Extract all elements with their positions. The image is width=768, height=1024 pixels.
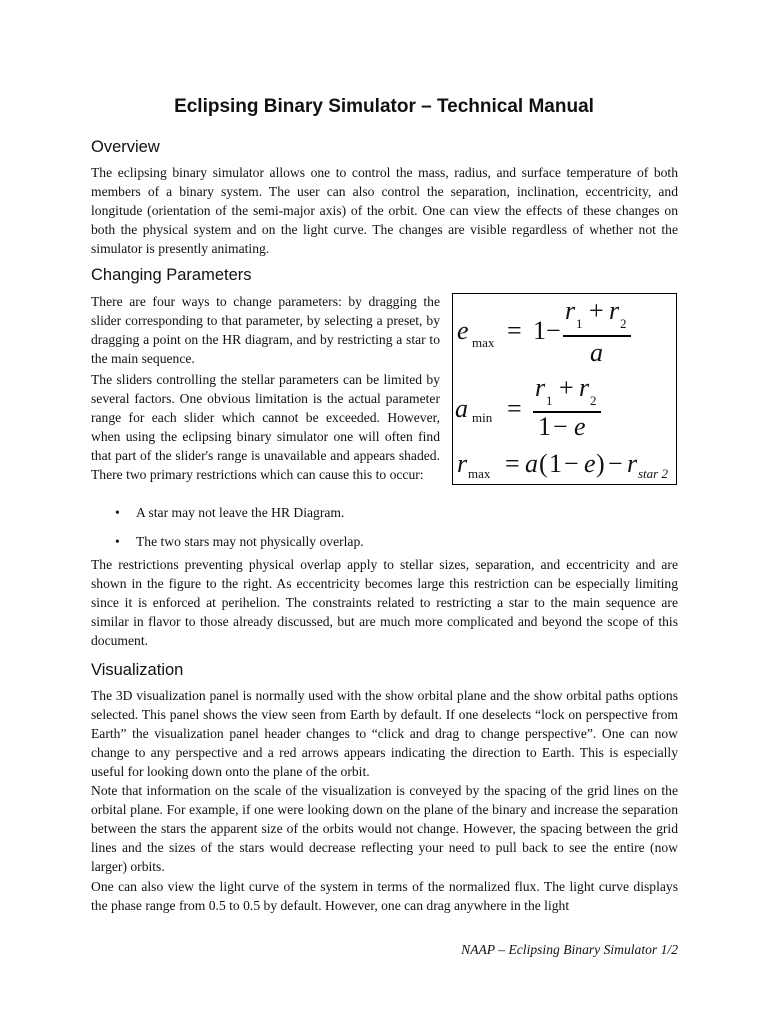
visualization-paragraph-1: The 3D visualization panel is normally used with the show orbital plane and the show orbital paths options selected. This panel shows the view seen from Earth by default. If one deselects “lock on perspective from Earth” the visualization panel header changes to “click and drag to change perspective”. One can now change to any perspective and a red arrows appears indicating the direction to Earth. This is especially useful for looking down onto the plane of the orbit.: [91, 688, 678, 779]
page-footer: NAAP – Eclipsing Binary Simulator 1/2: [461, 942, 678, 957]
minus-sign: −: [564, 449, 579, 478]
visualization-paragraph-2: Note that information on the scale of the visualization is conveyed by the spacing of the grid lines on the orbital plane. For example, if one were looking down on the plane of the binary and increase the separation between the stars the apparent size of the orbits would not change. However, the spacing between the grid lines and the sizes of the stars would decrease reflecting your need to pull back to see the entire (now larger) orbits.: [91, 783, 678, 874]
symbol-r: r: [627, 449, 638, 478]
symbol-r1: r: [565, 296, 576, 325]
subscript-two: 2: [620, 316, 627, 331]
equals-sign: =: [507, 394, 522, 423]
bullet-glyph: •: [115, 534, 120, 549]
symbol-r: r: [457, 449, 468, 478]
changing-parameters-heading: Changing Parameters: [91, 266, 252, 284]
close-paren: ): [596, 449, 605, 478]
number-one: 1: [533, 316, 546, 345]
fraction-bar: [563, 335, 631, 337]
subscript-max: max: [468, 466, 491, 481]
number-one: 1: [549, 449, 562, 478]
constraint-equations-box: [452, 293, 677, 485]
symbol-a: a: [590, 338, 603, 367]
open-paren: (: [539, 449, 548, 478]
overview-paragraph: The eclipsing binary simulator allows one to control the mass, radius, and surface temperature of both members of a binary system. The user can also control the separation, inclination, eccentricity, and longitude (orientation of the semi-major axis) of the orbit. One can view the effects of these changes on both the physical system and on the light curve. The changes are visible regardless of whether not the simulator is presently animating.: [91, 165, 678, 256]
subscript-one: 1: [576, 316, 583, 331]
restriction-list: [91, 503, 678, 561]
bullet-glyph: •: [115, 505, 120, 520]
equals-sign: =: [507, 316, 522, 345]
symbol-e: e: [574, 412, 586, 441]
visualization-paragraph-3: One can also view the light curve of the system in terms of the normalized flux. The light curve displays the phase range from 0.5 to 0.5 by default. However, one can drag anywhere in the light: [91, 879, 678, 913]
changing-parameters-paragraph-3: The restrictions preventing physical overlap apply to stellar sizes, separation, and eccentricity and are shown in the figure to the right. As eccentricity becomes large this restriction can be especially limiting since it is enforced at perihelion. The constraints related to restricting a star to the main sequence are similar in flavor to those already discussed, but are much more complicated and beyond the scope of this document.: [91, 557, 678, 648]
plus-sign: +: [589, 296, 604, 325]
subscript-one: 1: [546, 393, 553, 408]
symbol-e: e: [584, 449, 596, 478]
overview-heading: Overview: [91, 138, 160, 156]
list-item-text: The two stars may not physically overlap.: [136, 534, 364, 549]
changing-parameters-paragraph-2: The sliders controlling the stellar parameters can be limited by several factors. One obvious limitation is the actual parameter range for each slider which cannot be exceeded. However, when using the eclipsing binary simulator one will often find that part of the slider's range is unavailable and appears shaded. There two primary restrictions which can cause this to occur:: [91, 372, 440, 482]
subscript-two: 2: [590, 393, 597, 408]
subscript-max: max: [472, 335, 495, 350]
document-title: Eclipsing Binary Simulator – Technical Manual: [174, 96, 594, 117]
symbol-r2: r: [609, 296, 620, 325]
visualization-heading: Visualization: [91, 661, 184, 679]
symbol-e: e: [457, 316, 469, 345]
symbol-r1: r: [535, 373, 546, 402]
symbol-r2: r: [579, 373, 590, 402]
minus-sign: −: [546, 316, 561, 345]
minus-sign: −: [553, 412, 568, 441]
number-one: 1: [538, 412, 551, 441]
changing-parameters-paragraph-1: There are four ways to change parameters: by dragging the slider corresponding to that parameter, by selecting a preset, by dragging a point on the HR diagram, and by restricting a star to the main sequence.: [91, 294, 440, 366]
symbol-a: a: [525, 449, 538, 478]
subscript-star-2: star 2: [638, 466, 668, 481]
list-item: [91, 503, 678, 532]
subscript-min: min: [472, 410, 493, 425]
list-item-text: A star may not leave the HR Diagram.: [136, 505, 345, 520]
symbol-a: a: [455, 394, 468, 423]
minus-sign: −: [608, 449, 623, 478]
equals-sign: =: [505, 449, 520, 478]
plus-sign: +: [559, 373, 574, 402]
